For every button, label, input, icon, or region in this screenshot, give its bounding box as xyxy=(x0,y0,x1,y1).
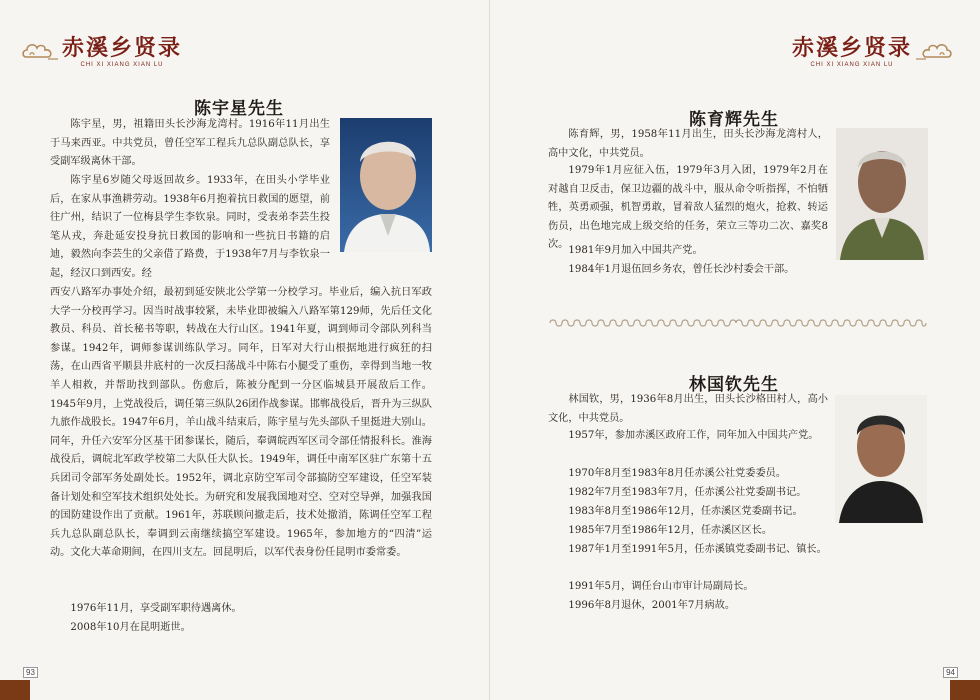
bio-paragraph: 1970年8月至1983年8月任赤溪公社党委委员。 xyxy=(568,468,787,479)
portrait-photo xyxy=(340,118,432,252)
brand-header-right xyxy=(788,36,952,68)
corner-decoration xyxy=(950,680,980,700)
bio-paragraph: 1979年1月应征入伍，1979年3月入团，1979年2月在对越自卫反击，保卫边疆的战斗中，服从命令听指挥，不怕牺牲，英勇顽强，机智勇敢，冒着敌人猛烈的炮火，抢救、转运伤员，出色地完成上级交给的任务，荣立三等功二次、嘉奖8次。 xyxy=(548,165,828,251)
portrait-photo xyxy=(836,128,928,260)
bio-paragraph: 1983年8月至1986年12月，任赤溪区党委副书记。 xyxy=(568,506,803,517)
auspicious-cloud-icon xyxy=(916,39,952,65)
bio-paragraph: 1976年11月，享受副军职待遇离休。 xyxy=(70,603,242,614)
bio-paragraph: 林国钦，男，1936年8月出生，田头长沙格田村人，高小文化，中共党员。 xyxy=(548,394,828,424)
bio-paragraph: 1985年7月至1986年12月，任赤溪区区长。 xyxy=(568,525,773,536)
section-title: 林国钦先生 xyxy=(689,375,779,395)
bio-paragraph: 1991年5月，调任台山市审计局副局长。 xyxy=(568,581,754,592)
bio-paragraph: 陈宇星，男，祖籍田头长沙海龙湾村。1916年11月出生于马来西亚。中共党员，曾任空军工程兵九总队副总队长，享受副军级离休干部。 xyxy=(50,119,330,168)
auspicious-cloud-icon xyxy=(22,39,58,65)
portrait-photo xyxy=(835,395,927,523)
bio-paragraph: 2008年10月在昆明逝世。 xyxy=(70,622,191,633)
brand-title: 赤溪乡贤录 xyxy=(62,35,183,61)
corner-decoration xyxy=(0,680,30,700)
bio-paragraph: 陈宇星6岁随父母返回故乡。1933年，在田头小学毕业后，在家从事渔耕劳动。1938年6月抱着抗日救国的愿望，前往广州，结识了一位梅县学生李钦泉。同时，受表弟李芸生投笔从戎，奔赴延安投身抗日救国的影响和一些抗日书籍的启迪，毅然向李芸生的父亲借了路费，于1938年7月与李钦泉一起，经汉口到西安。经 xyxy=(50,175,330,279)
brand-subtitle: CHI XI XIANG XIAN LU xyxy=(80,62,164,68)
brand-header-left xyxy=(22,36,186,68)
bio-paragraph: 1982年7月至1983年7月，任赤溪公社党委副书记。 xyxy=(568,487,807,498)
right-page xyxy=(490,0,980,700)
bio-paragraph: 1957年，参加赤溪区政府工作，同年加入中国共产党。 xyxy=(568,430,819,441)
bio-paragraph: 陈育辉，男，1958年11月出生，田头长沙海龙湾村人，高中文化，中共党员。 xyxy=(548,129,828,159)
bio-paragraph: 1984年1月退伍回乡务农，曾任长沙村委会干部。 xyxy=(568,264,795,275)
brand-title: 赤溪乡贤录 xyxy=(791,35,912,61)
section-title: 陈宇星先生 xyxy=(194,99,284,119)
bio-paragraph: 1981年9月加入中国共产党。 xyxy=(568,245,703,256)
bio-paragraph: 1996年8月退休，2001年7月病故。 xyxy=(568,600,736,611)
section-title: 陈育辉先生 xyxy=(689,110,779,130)
page-number: 93 xyxy=(23,667,38,678)
bio-paragraph: 1987年1月至1991年5月，任赤溪镇党委副书记、镇长。 xyxy=(568,544,827,555)
bio-paragraph: 西安八路军办事处介绍，最初到延安陕北公学第一分校学习。毕业后，编入抗日军政大学一分校再学习。因当时战事较紧，未毕业即被编入八路军第129师，先后任文化教员、科员、首长秘书等职，转战在大行山区。1941年夏，调到师司令部队列科当参谋。1942年，调师参谋训练队学习。同年，日军对大行山根据地进行疯狂的扫荡，在山西省平顺县井底村的一次反扫荡战斗中陈右小腿受了重伤，幸得到当地一牧羊人相救，并帮助找到部队。伤愈后，陈被分配到一分区临城县开展敌后工作。1945年9月，上党战役后，调任第三纵队26团作战参谋。邯郸战役后，晋升为三纵队九旅作战股长。1947年6月，羊山战斗结束后，陈宇星与先头部队千里挺进大别山。同年，升任六安军分区基干团参谋长，随后，奉调皖西军区司令部任情报科长。淮海战役后，调皖北军政学校第二大队任大队长。1949年，调任中南军区驻广东第十五兵团司令部军务处副处长。1952年，调北京防空军司令部搞防空军建设，任空军装备计划处和空军技术组织处处长。为研究和发展我国地对空、空对空导弹，加强我国的国防建设作出了贡献。1961年，苏联顾问撤走后，技术处撤消，陈调任空军工程兵九总队副总队长，奉调到云南继续搞空军建设。1965年，参加地方的“四清”运动。文化大革命期间，在四川支左。回昆明后，以军代表身份任昆明市委常委。 xyxy=(50,287,432,559)
page-number: 94 xyxy=(943,667,958,678)
scroll-pattern-divider xyxy=(548,317,928,329)
brand-subtitle: CHI XI XIANG XIAN LU xyxy=(810,62,894,68)
